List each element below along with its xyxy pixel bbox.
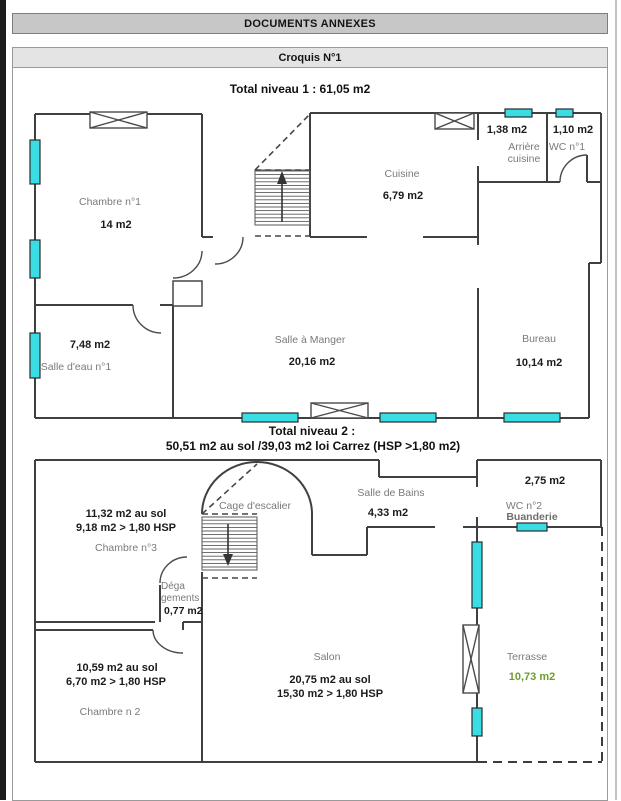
window [472,708,482,736]
window [30,333,40,378]
room-label-salle-a-manger: Salle à Manger [274,334,346,346]
room-label-buanderie: Buanderie [506,511,558,523]
room-area-wc2: 2,75 m2 [524,475,566,487]
room-area-hsp-chambre3: 9,18 m2 > 1,80 HSP [76,522,176,534]
room-label-cage-escalier: Cage d'escalier [218,500,292,512]
room-area-salle-de-bains: 4,33 m2 [367,507,409,519]
windows-level1 [30,109,573,422]
room-area-terrasse: 10,73 m2 [508,671,556,683]
level2-total-title-line1: Total niveau 2 : [268,424,356,438]
room-area-arriere-cuisine: 1,38 m2 [486,124,528,136]
window [505,109,532,117]
level2-total-title-line2: 50,51 m2 au sol /39,03 m2 loi Carrez (HSP >1,80 m2) [165,439,461,453]
x-window [311,403,368,418]
room-label-salon: Salon [313,651,341,663]
room-area-salle-eau: 7,48 m2 [69,339,111,351]
x-window [90,112,147,128]
x-window [435,113,474,129]
chimney-block [173,281,202,306]
window [472,542,482,608]
room-area-cuisine: 6,79 m2 [382,190,424,202]
room-label-degagements-line1: Déga [161,581,185,592]
room-label-bureau: Bureau [522,333,556,345]
room-area-sol-salon: 20,75 m2 au sol [289,674,371,686]
room-label-arriere-cuisine: Arrière cuisine [507,141,541,165]
room-label-cuisine: Cuisine [384,168,420,180]
room-label-chambre2: Chambre n 2 [79,706,141,718]
room-area-wc1: 1,10 m2 [552,124,594,136]
room-area-salle-a-manger: 20,16 m2 [288,356,336,368]
room-label-wc1: WC n°1 [548,141,586,153]
window [380,413,436,422]
stairs-up [255,114,310,236]
room-area-hsp-salon: 15,30 m2 > 1,80 HSP [276,688,384,700]
room-area-hsp-chambre2: 6,70 m2 > 1,80 HSP [66,676,166,688]
window [517,523,547,531]
terrasse-dashed-boundary [478,527,602,762]
windows-level2 [472,523,547,736]
sketch-title: Croquis N°1 [278,51,342,64]
room-area-degagements: 0,77 m2 [164,605,203,617]
window [30,140,40,184]
room-label-chambre3: Chambre n°3 [95,542,157,554]
room-area-sol-chambre3: 11,32 m2 au sol [85,508,167,520]
window-x-boxes-level1 [90,112,474,418]
room-label-terrasse: Terrasse [506,651,548,663]
level1-total-title: Total niveau 1 : 61,05 m2 [229,82,371,96]
window [556,109,573,117]
room-label-salle-de-bains: Salle de Bains [357,487,425,499]
room-label-salle-eau: Salle d'eau n°1 [40,361,112,373]
room-label-wc2: WC n°2 [505,500,543,512]
window [242,413,298,422]
window [504,413,560,422]
window [30,240,40,278]
room-label-degagements-line2: gements [161,593,200,604]
room-label-chambre1: Chambre n°1 [79,196,141,208]
room-area-chambre1: 14 m2 [100,219,132,231]
stairs-down [202,464,257,578]
x-window [463,625,479,693]
room-area-sol-chambre2: 10,59 m2 au sol [76,662,158,674]
room-area-bureau: 10,14 m2 [515,357,563,369]
document-title: DOCUMENTS ANNEXES [244,17,376,30]
